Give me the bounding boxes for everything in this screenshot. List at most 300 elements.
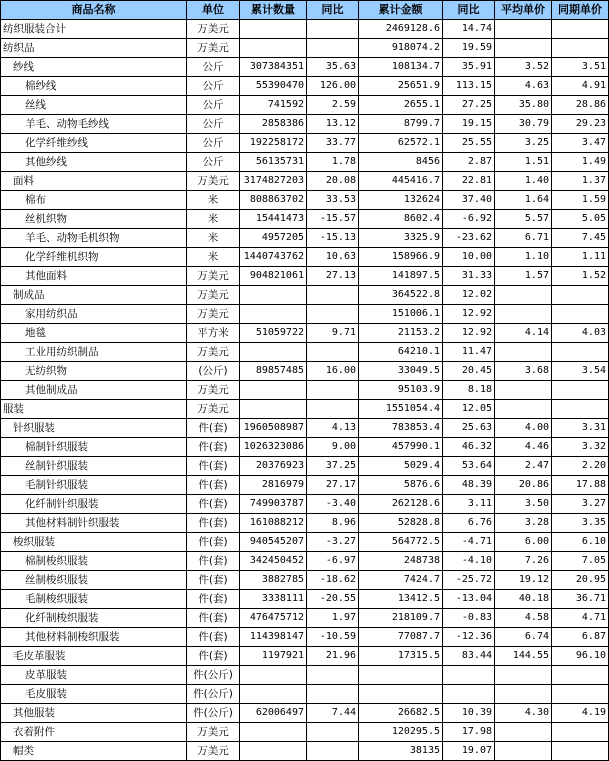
cell-unit: 万美元	[187, 172, 240, 191]
cell-cumulative-amount: 7424.7	[359, 571, 443, 590]
cell-unit: 万美元	[187, 267, 240, 286]
cell-unit: 件(套)	[187, 438, 240, 457]
cell-cumulative-quantity: 1197921	[240, 647, 307, 666]
cell-quantity-yoy: -15.57	[307, 210, 359, 229]
cell-prior-period-price	[552, 286, 609, 305]
table-row	[1, 514, 609, 533]
cell-average-price: 1.51	[495, 153, 552, 172]
cell-amount-yoy: 53.64	[443, 457, 495, 476]
cell-unit: 公斤	[187, 153, 240, 172]
cell-average-price: 4.63	[495, 77, 552, 96]
cell-product-name: 毛皮服装	[1, 685, 187, 704]
table-row	[1, 666, 609, 685]
cell-cumulative-amount: 95103.9	[359, 381, 443, 400]
cell-unit: (公斤)	[187, 362, 240, 381]
cell-cumulative-quantity: 55390470	[240, 77, 307, 96]
cell-quantity-yoy: 1.78	[307, 153, 359, 172]
cell-amount-yoy: 3.11	[443, 495, 495, 514]
table-row	[1, 39, 609, 58]
cell-product-name: 制成品	[1, 286, 187, 305]
cell-prior-period-price: 6.10	[552, 533, 609, 552]
cell-cumulative-quantity	[240, 723, 307, 742]
cell-amount-yoy	[443, 685, 495, 704]
cell-amount-yoy: -0.83	[443, 609, 495, 628]
cell-cumulative-amount: 8456	[359, 153, 443, 172]
cell-average-price	[495, 343, 552, 362]
cell-product-name: 棉制梭织服装	[1, 552, 187, 571]
cell-quantity-yoy: 37.25	[307, 457, 359, 476]
cell-product-name: 丝制梭织服装	[1, 571, 187, 590]
cell-prior-period-price	[552, 742, 609, 761]
cell-cumulative-quantity: 2816979	[240, 476, 307, 495]
cell-prior-period-price: 4.03	[552, 324, 609, 343]
cell-average-price	[495, 286, 552, 305]
table-row	[1, 20, 609, 39]
cell-quantity-yoy	[307, 20, 359, 39]
cell-cumulative-quantity	[240, 381, 307, 400]
cell-product-name: 棉纱线	[1, 77, 187, 96]
cell-average-price: 4.30	[495, 704, 552, 723]
cell-quantity-yoy: -3.27	[307, 533, 359, 552]
cell-cumulative-amount: 5029.4	[359, 457, 443, 476]
cell-cumulative-amount: 262128.6	[359, 495, 443, 514]
cell-amount-yoy: 11.47	[443, 343, 495, 362]
cell-cumulative-quantity: 808863702	[240, 191, 307, 210]
cell-quantity-yoy: 35.63	[307, 58, 359, 77]
cell-prior-period-price: 17.88	[552, 476, 609, 495]
table-row	[1, 742, 609, 761]
cell-amount-yoy: 2.87	[443, 153, 495, 172]
cell-product-name: 工业用纺织制品	[1, 343, 187, 362]
table-row	[1, 305, 609, 324]
cell-amount-yoy: -12.36	[443, 628, 495, 647]
cell-cumulative-amount: 918074.2	[359, 39, 443, 58]
cell-amount-yoy: 19.15	[443, 115, 495, 134]
cell-unit: 件(套)	[187, 419, 240, 438]
table-row	[1, 495, 609, 514]
cell-prior-period-price	[552, 685, 609, 704]
cell-prior-period-price: 5.05	[552, 210, 609, 229]
cell-cumulative-quantity	[240, 400, 307, 419]
table-row	[1, 343, 609, 362]
cell-cumulative-quantity: 307384351	[240, 58, 307, 77]
cell-unit: 件(套)	[187, 533, 240, 552]
cell-amount-yoy: 8.18	[443, 381, 495, 400]
cell-amount-yoy: 113.15	[443, 77, 495, 96]
cell-product-name: 帽类	[1, 742, 187, 761]
cell-product-name: 毛制针织服装	[1, 476, 187, 495]
cell-prior-period-price: 4.91	[552, 77, 609, 96]
cell-cumulative-amount: 151006.1	[359, 305, 443, 324]
cell-average-price: 1.10	[495, 248, 552, 267]
cell-average-price: 144.55	[495, 647, 552, 666]
header-cumulative-amount: 累计金额	[359, 1, 443, 20]
cell-cumulative-amount: 64210.1	[359, 343, 443, 362]
cell-cumulative-amount: 77087.7	[359, 628, 443, 647]
cell-product-name: 化纤制梭织服装	[1, 609, 187, 628]
cell-unit: 件(公斤)	[187, 704, 240, 723]
cell-quantity-yoy	[307, 666, 359, 685]
cell-cumulative-quantity	[240, 742, 307, 761]
cell-quantity-yoy: -10.59	[307, 628, 359, 647]
table-row	[1, 723, 609, 742]
cell-quantity-yoy	[307, 305, 359, 324]
cell-cumulative-amount	[359, 666, 443, 685]
cell-quantity-yoy	[307, 723, 359, 742]
cell-unit: 件(公斤)	[187, 666, 240, 685]
cell-unit: 万美元	[187, 39, 240, 58]
header-cumulative-quantity: 累计数量	[240, 1, 307, 20]
cell-cumulative-quantity	[240, 666, 307, 685]
table-row	[1, 324, 609, 343]
cell-prior-period-price	[552, 305, 609, 324]
table-row	[1, 685, 609, 704]
cell-cumulative-amount: 21153.2	[359, 324, 443, 343]
cell-cumulative-quantity: 1960508987	[240, 419, 307, 438]
cell-unit: 公斤	[187, 77, 240, 96]
cell-product-name: 毛制梭织服装	[1, 590, 187, 609]
cell-quantity-yoy: 27.17	[307, 476, 359, 495]
cell-amount-yoy: 25.55	[443, 134, 495, 153]
cell-quantity-yoy: 126.00	[307, 77, 359, 96]
cell-unit: 公斤	[187, 115, 240, 134]
cell-unit: 公斤	[187, 134, 240, 153]
cell-amount-yoy: 37.40	[443, 191, 495, 210]
cell-average-price: 6.00	[495, 533, 552, 552]
table-row	[1, 153, 609, 172]
table-row	[1, 172, 609, 191]
cell-average-price: 5.57	[495, 210, 552, 229]
cell-cumulative-quantity: 1026323086	[240, 438, 307, 457]
table-row	[1, 381, 609, 400]
cell-prior-period-price: 36.71	[552, 590, 609, 609]
cell-unit: 米	[187, 191, 240, 210]
table-row	[1, 533, 609, 552]
cell-amount-yoy: 6.76	[443, 514, 495, 533]
cell-average-price: 3.68	[495, 362, 552, 381]
cell-unit: 万美元	[187, 305, 240, 324]
cell-unit: 件(套)	[187, 476, 240, 495]
cell-cumulative-amount: 783853.4	[359, 419, 443, 438]
cell-quantity-yoy: -15.13	[307, 229, 359, 248]
cell-cumulative-amount: 132624	[359, 191, 443, 210]
cell-quantity-yoy: -6.97	[307, 552, 359, 571]
cell-average-price: 1.57	[495, 267, 552, 286]
cell-cumulative-quantity	[240, 305, 307, 324]
cell-average-price	[495, 400, 552, 419]
cell-average-price: 6.71	[495, 229, 552, 248]
cell-cumulative-amount: 1551054.4	[359, 400, 443, 419]
cell-cumulative-amount: 62572.1	[359, 134, 443, 153]
cell-average-price: 1.64	[495, 191, 552, 210]
cell-product-name: 其他纱线	[1, 153, 187, 172]
cell-unit: 公斤	[187, 58, 240, 77]
cell-amount-yoy: -23.62	[443, 229, 495, 248]
cell-quantity-yoy: 2.59	[307, 96, 359, 115]
table-row	[1, 96, 609, 115]
cell-cumulative-amount: 158966.9	[359, 248, 443, 267]
cell-cumulative-quantity: 749903787	[240, 495, 307, 514]
table-row	[1, 704, 609, 723]
cell-prior-period-price: 4.19	[552, 704, 609, 723]
cell-unit: 米	[187, 248, 240, 267]
cell-quantity-yoy	[307, 742, 359, 761]
cell-amount-yoy: 19.07	[443, 742, 495, 761]
cell-amount-yoy: 14.74	[443, 20, 495, 39]
cell-average-price: 30.79	[495, 115, 552, 134]
cell-amount-yoy: 10.39	[443, 704, 495, 723]
cell-average-price	[495, 20, 552, 39]
cell-product-name: 棉布	[1, 191, 187, 210]
cell-product-name: 服装	[1, 400, 187, 419]
cell-product-name: 化纤制针织服装	[1, 495, 187, 514]
cell-prior-period-price: 3.27	[552, 495, 609, 514]
cell-cumulative-amount: 26682.5	[359, 704, 443, 723]
table-row	[1, 362, 609, 381]
cell-cumulative-amount: 457990.1	[359, 438, 443, 457]
cell-prior-period-price	[552, 723, 609, 742]
cell-quantity-yoy: 16.00	[307, 362, 359, 381]
cell-product-name: 纺织服装合计	[1, 20, 187, 39]
cell-quantity-yoy: -3.40	[307, 495, 359, 514]
cell-quantity-yoy: 7.44	[307, 704, 359, 723]
cell-cumulative-quantity: 15441473	[240, 210, 307, 229]
cell-average-price: 2.47	[495, 457, 552, 476]
cell-prior-period-price: 6.87	[552, 628, 609, 647]
cell-average-price: 4.00	[495, 419, 552, 438]
cell-amount-yoy: -6.92	[443, 210, 495, 229]
table-row	[1, 286, 609, 305]
cell-cumulative-quantity	[240, 685, 307, 704]
cell-quantity-yoy: 13.12	[307, 115, 359, 134]
cell-amount-yoy: 27.25	[443, 96, 495, 115]
cell-cumulative-amount: 141897.5	[359, 267, 443, 286]
cell-cumulative-quantity: 161088212	[240, 514, 307, 533]
cell-prior-period-price: 28.86	[552, 96, 609, 115]
cell-quantity-yoy	[307, 286, 359, 305]
cell-unit: 件(公斤)	[187, 685, 240, 704]
cell-cumulative-amount: 13412.5	[359, 590, 443, 609]
table-row	[1, 609, 609, 628]
cell-unit: 件(套)	[187, 552, 240, 571]
header-row	[1, 1, 609, 20]
cell-cumulative-quantity: 192258172	[240, 134, 307, 153]
cell-amount-yoy: 48.39	[443, 476, 495, 495]
cell-unit: 公斤	[187, 96, 240, 115]
cell-average-price	[495, 39, 552, 58]
cell-average-price: 7.26	[495, 552, 552, 571]
cell-average-price	[495, 742, 552, 761]
cell-prior-period-price: 3.35	[552, 514, 609, 533]
table-row	[1, 210, 609, 229]
cell-amount-yoy: 19.59	[443, 39, 495, 58]
cell-prior-period-price: 4.71	[552, 609, 609, 628]
cell-cumulative-quantity: 56135731	[240, 153, 307, 172]
cell-quantity-yoy	[307, 381, 359, 400]
table-row	[1, 400, 609, 419]
cell-cumulative-quantity: 3882785	[240, 571, 307, 590]
table-row	[1, 77, 609, 96]
cell-cumulative-amount: 364522.8	[359, 286, 443, 305]
cell-prior-period-price	[552, 666, 609, 685]
cell-unit: 件(套)	[187, 590, 240, 609]
cell-cumulative-amount: 5876.6	[359, 476, 443, 495]
cell-unit: 万美元	[187, 381, 240, 400]
table-row	[1, 134, 609, 153]
cell-amount-yoy: -4.71	[443, 533, 495, 552]
cell-average-price	[495, 666, 552, 685]
cell-product-name: 其他制成品	[1, 381, 187, 400]
cell-cumulative-quantity: 940545207	[240, 533, 307, 552]
cell-cumulative-amount: 2469128.6	[359, 20, 443, 39]
table-row	[1, 476, 609, 495]
table-row	[1, 191, 609, 210]
table-row	[1, 628, 609, 647]
cell-unit: 万美元	[187, 400, 240, 419]
cell-unit: 万美元	[187, 343, 240, 362]
cell-average-price: 3.50	[495, 495, 552, 514]
cell-product-name: 丝制针织服装	[1, 457, 187, 476]
cell-quantity-yoy: 9.00	[307, 438, 359, 457]
cell-cumulative-quantity: 62006497	[240, 704, 307, 723]
cell-amount-yoy: -13.04	[443, 590, 495, 609]
cell-quantity-yoy: 8.96	[307, 514, 359, 533]
cell-unit: 米	[187, 210, 240, 229]
cell-unit: 万美元	[187, 742, 240, 761]
header-prior-period-price: 同期单价	[552, 1, 609, 20]
cell-cumulative-amount: 248738	[359, 552, 443, 571]
cell-cumulative-quantity: 476475712	[240, 609, 307, 628]
cell-amount-yoy: 20.45	[443, 362, 495, 381]
cell-quantity-yoy: 33.77	[307, 134, 359, 153]
cell-quantity-yoy	[307, 685, 359, 704]
cell-average-price	[495, 305, 552, 324]
cell-product-name: 棉制针织服装	[1, 438, 187, 457]
table-row	[1, 248, 609, 267]
cell-cumulative-quantity: 3174827203	[240, 172, 307, 191]
cell-amount-yoy: 12.05	[443, 400, 495, 419]
cell-average-price: 4.46	[495, 438, 552, 457]
cell-average-price: 6.74	[495, 628, 552, 647]
cell-average-price: 3.28	[495, 514, 552, 533]
cell-unit: 件(套)	[187, 628, 240, 647]
cell-unit: 万美元	[187, 723, 240, 742]
cell-unit: 件(套)	[187, 647, 240, 666]
cell-cumulative-quantity: 2858386	[240, 115, 307, 134]
table-row	[1, 115, 609, 134]
cell-unit: 件(套)	[187, 609, 240, 628]
cell-cumulative-amount	[359, 685, 443, 704]
cell-product-name: 家用纺织品	[1, 305, 187, 324]
cell-prior-period-price	[552, 343, 609, 362]
cell-average-price: 3.52	[495, 58, 552, 77]
cell-unit: 米	[187, 229, 240, 248]
cell-product-name: 皮革服装	[1, 666, 187, 685]
cell-product-name: 其他材料制梭织服装	[1, 628, 187, 647]
cell-prior-period-price: 3.54	[552, 362, 609, 381]
cell-product-name: 衣着附件	[1, 723, 187, 742]
cell-cumulative-quantity: 3338111	[240, 590, 307, 609]
cell-cumulative-quantity: 342450452	[240, 552, 307, 571]
table-row	[1, 571, 609, 590]
cell-amount-yoy: 46.32	[443, 438, 495, 457]
table-body	[1, 20, 609, 761]
cell-product-name: 其他材料制针织服装	[1, 514, 187, 533]
cell-cumulative-quantity	[240, 20, 307, 39]
cell-average-price: 1.40	[495, 172, 552, 191]
cell-cumulative-quantity	[240, 343, 307, 362]
cell-amount-yoy: 12.92	[443, 305, 495, 324]
cell-cumulative-quantity	[240, 39, 307, 58]
cell-average-price: 4.58	[495, 609, 552, 628]
cell-product-name: 丝线	[1, 96, 187, 115]
cell-quantity-yoy: 4.13	[307, 419, 359, 438]
cell-prior-period-price: 7.05	[552, 552, 609, 571]
cell-prior-period-price: 20.95	[552, 571, 609, 590]
cell-product-name: 丝机织物	[1, 210, 187, 229]
cell-prior-period-price: 1.37	[552, 172, 609, 191]
cell-amount-yoy: 31.33	[443, 267, 495, 286]
cell-cumulative-amount: 25651.9	[359, 77, 443, 96]
cell-product-name: 毛皮革服装	[1, 647, 187, 666]
cell-quantity-yoy: 27.13	[307, 267, 359, 286]
cell-amount-yoy: 12.02	[443, 286, 495, 305]
cell-quantity-yoy	[307, 400, 359, 419]
cell-prior-period-price: 1.52	[552, 267, 609, 286]
cell-unit: 件(套)	[187, 457, 240, 476]
cell-cumulative-amount: 8602.4	[359, 210, 443, 229]
cell-cumulative-amount: 2655.1	[359, 96, 443, 115]
cell-average-price: 35.80	[495, 96, 552, 115]
cell-quantity-yoy	[307, 343, 359, 362]
cell-product-name: 其他面料	[1, 267, 187, 286]
cell-product-name: 梭织服装	[1, 533, 187, 552]
cell-product-name: 无纺织物	[1, 362, 187, 381]
cell-prior-period-price: 7.45	[552, 229, 609, 248]
cell-prior-period-price	[552, 381, 609, 400]
cell-average-price	[495, 685, 552, 704]
table-row	[1, 457, 609, 476]
cell-average-price: 19.12	[495, 571, 552, 590]
table-row	[1, 419, 609, 438]
cell-prior-period-price: 1.59	[552, 191, 609, 210]
header-amount-yoy: 同比	[443, 1, 495, 20]
cell-product-name: 化学纤维纱线	[1, 134, 187, 153]
cell-product-name: 纺织品	[1, 39, 187, 58]
cell-prior-period-price: 1.11	[552, 248, 609, 267]
cell-cumulative-amount: 33049.5	[359, 362, 443, 381]
table-row	[1, 229, 609, 248]
cell-unit: 件(套)	[187, 571, 240, 590]
cell-cumulative-quantity: 1440743762	[240, 248, 307, 267]
cell-product-name: 其他服装	[1, 704, 187, 723]
cell-amount-yoy	[443, 666, 495, 685]
header-unit: 单位	[187, 1, 240, 20]
cell-cumulative-amount: 52828.8	[359, 514, 443, 533]
cell-cumulative-quantity: 89857485	[240, 362, 307, 381]
cell-unit: 万美元	[187, 20, 240, 39]
cell-amount-yoy: 22.81	[443, 172, 495, 191]
cell-prior-period-price	[552, 20, 609, 39]
cell-product-name: 面料	[1, 172, 187, 191]
cell-unit: 件(套)	[187, 495, 240, 514]
cell-cumulative-amount: 108134.7	[359, 58, 443, 77]
cell-cumulative-amount: 445416.7	[359, 172, 443, 191]
cell-cumulative-amount: 8799.7	[359, 115, 443, 134]
cell-unit: 平方米	[187, 324, 240, 343]
cell-average-price	[495, 381, 552, 400]
cell-prior-period-price: 2.20	[552, 457, 609, 476]
